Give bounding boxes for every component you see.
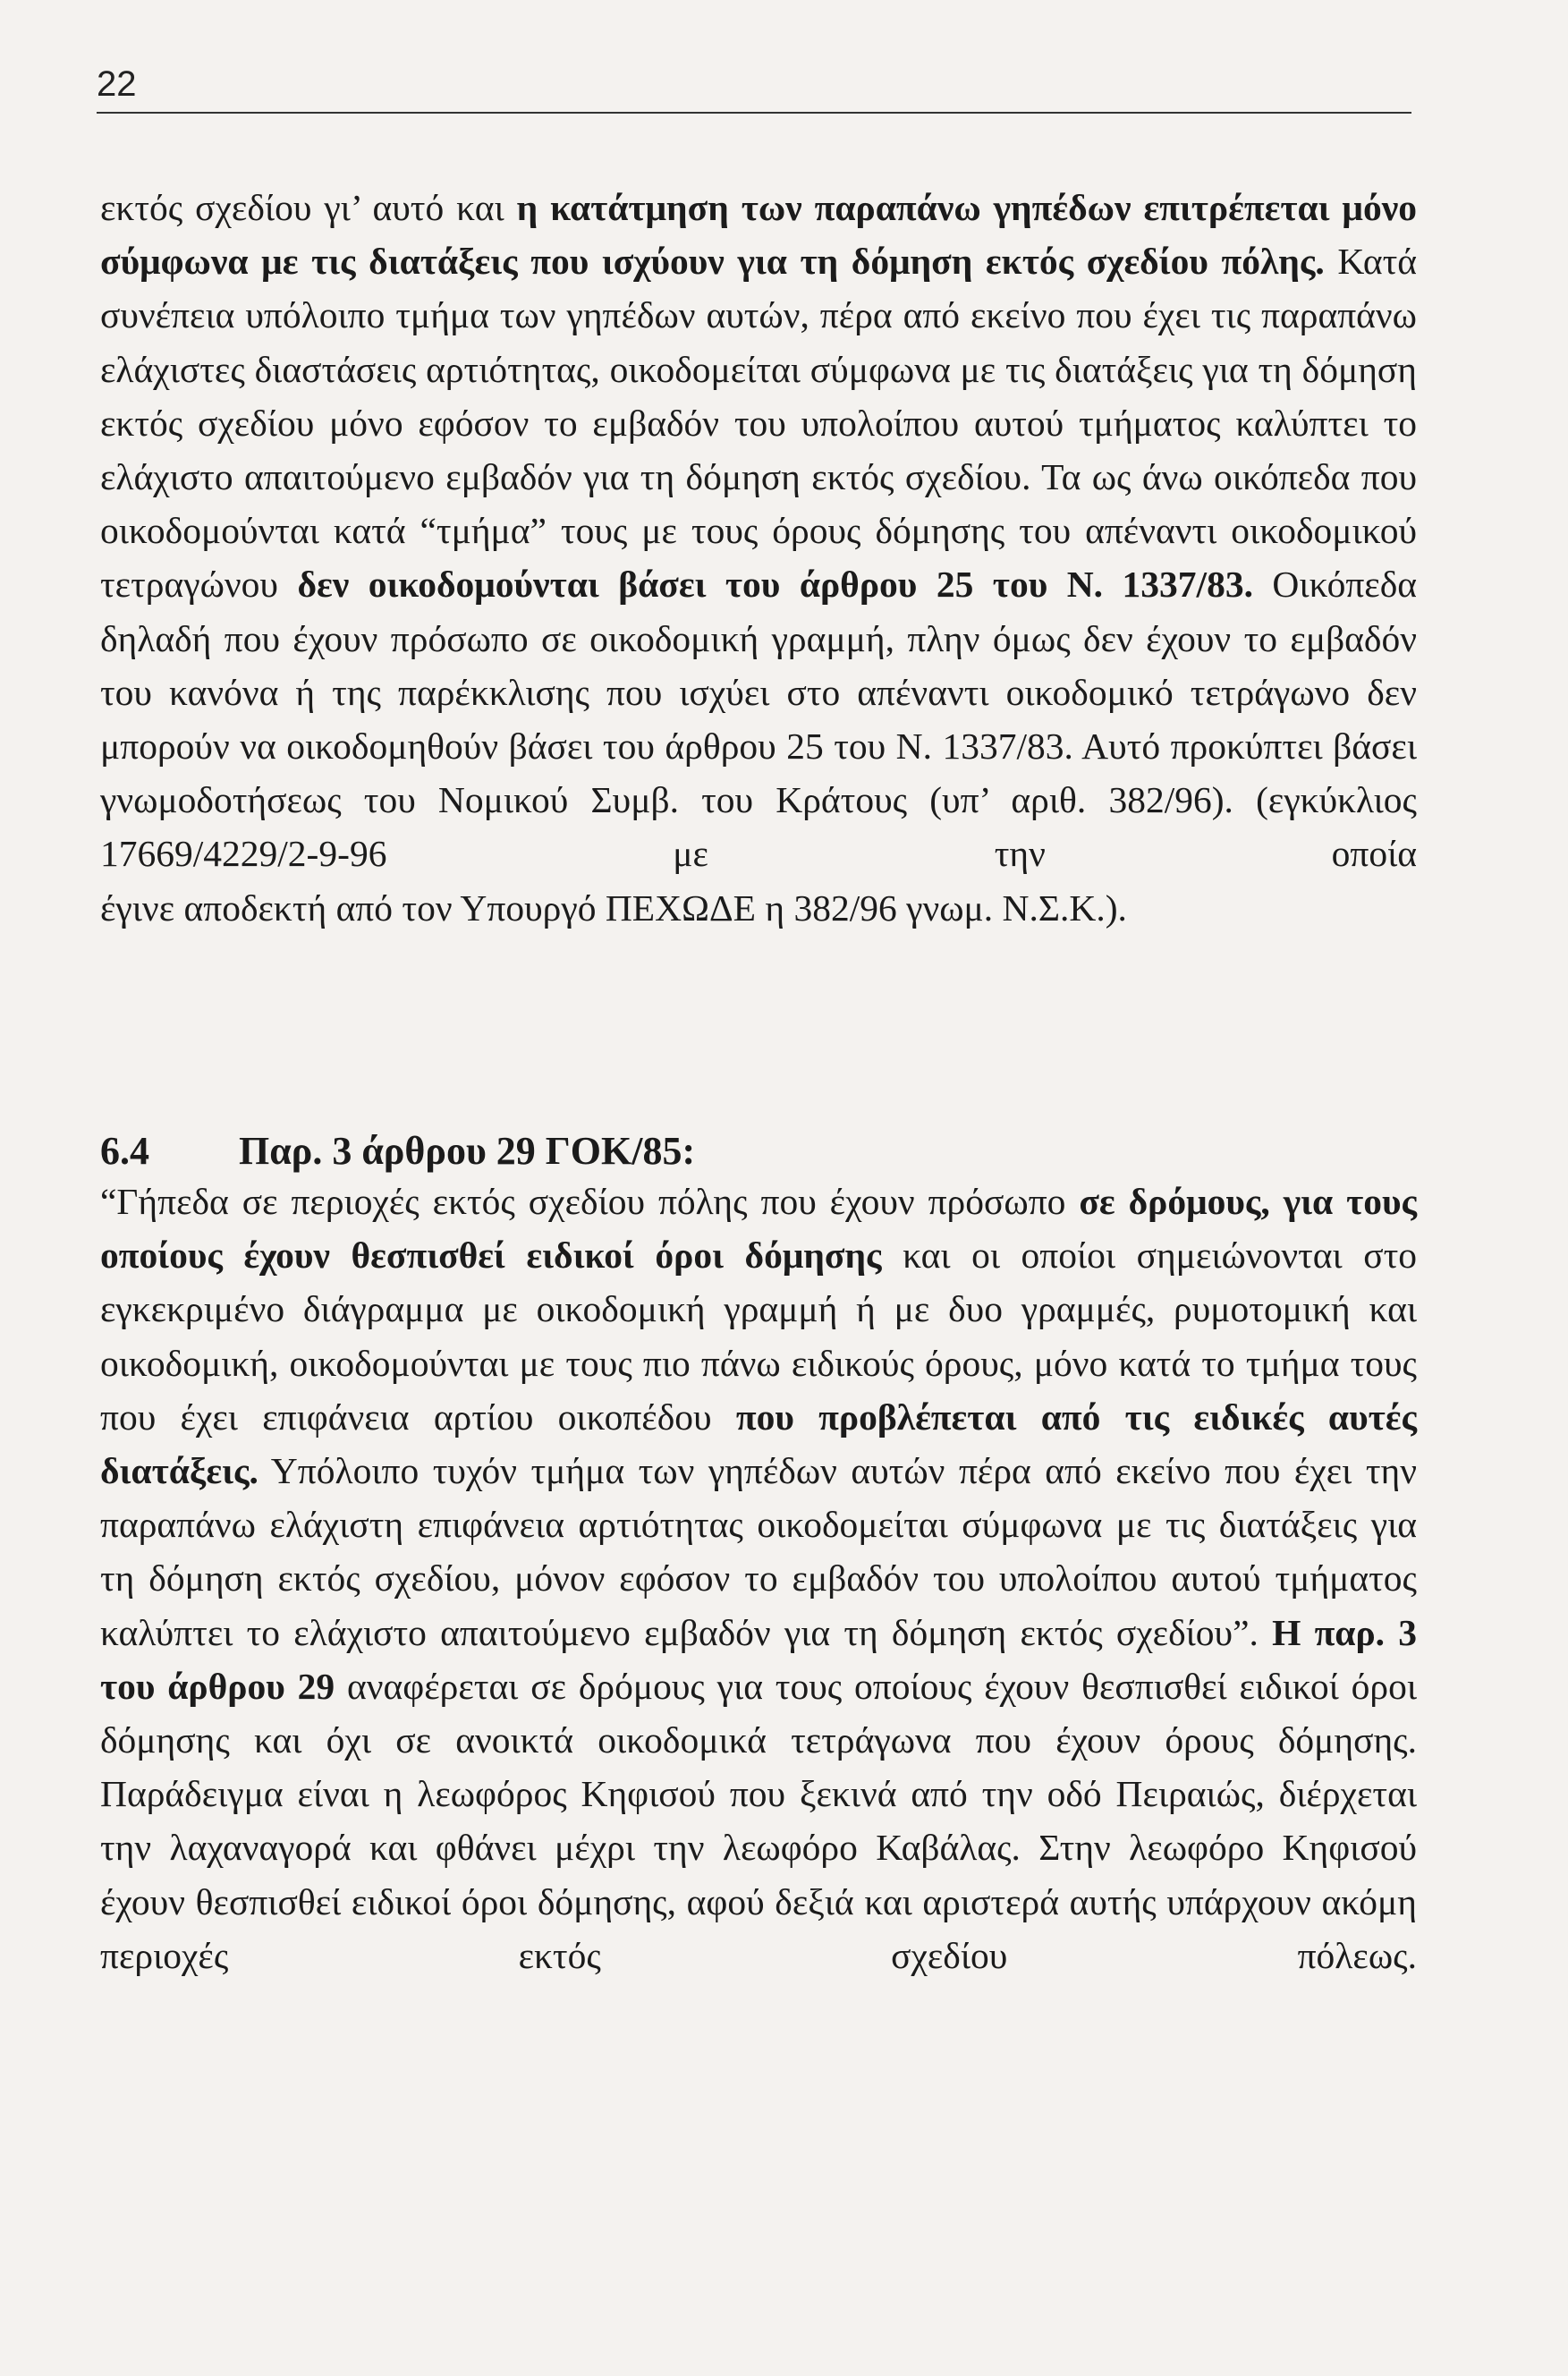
- paragraph-2-bold: σε δρόμους, για τους οποίους έχουν θεσπισθεί ειδικοί όροι δόμησης: [100, 1181, 1418, 1277]
- paragraph-1-bold: η κατάτμηση των παραπάνω γηπέδων επιτρέπεται μόνο σύμφωνα με τις διατάξεις που ισχύουν για τη δόμηση εκτός σχεδίου πόλης.: [100, 187, 1417, 283]
- paragraph-2-text: “Γήπεδα σε περιοχές εκτός σχεδίου πόλης που έχουν πρόσωπο: [100, 1181, 1080, 1222]
- section-heading: [100, 1128, 695, 1175]
- paragraph-2-text: Υπόλοιπο τυχόν τμήμα των γηπέδων αυτών πέρα από εκείνο που έχει την παραπάνω ελάχιστη επιφάνεια αρτιότητας οικοδομείται σύμφωνα με τις διατάξεις για τη δόμηση εκτός σχεδίου, μόνον εφόσον το εμβαδόν του υπολοίπου αυτού τμήματος καλύπτει το ελάχιστο απαιτούμενο εμβαδόν για τη δόμηση εκτός σχεδίου”.: [100, 1450, 1417, 1653]
- paragraph-1-last-line: έγινε αποδεκτή από τον Υπουργό ΠΕΧΩΔΕ η 382/96 γνωμ. Ν.Σ.Κ.).: [100, 887, 1127, 929]
- paragraph-1-text: εκτός σχεδίου γι’ αυτό και: [100, 187, 517, 228]
- paragraph-2: [100, 1175, 1417, 1982]
- paragraph-2-text: και οι οποίοι σημειώνονται στο εγκεκριμένο διάγραμμα με οικοδομική γραμμή ή με δυο γραμμές, ρυμοτομική και οικοδομική, οικοδομούνται με τους πιο πάνω ειδικούς όρους, μόνο κατά το τμήμα τους που έχει επιφάνεια αρτίου οικοπέδου: [100, 1235, 1417, 1438]
- paragraph-2-text: αναφέρεται σε δρόμους για τους οποίους έχουν θεσπισθεί ειδικοί όροι δόμησης και όχι σε ανοικτά οικοδομικά τετράγωνα που έχουν όρους δόμησης. Παράδειγμα είναι η λεωφόρος Κηφισού που ξεκινά από την οδό Πειραιώς, διέρχεται την λαχαναγορά και φθάνει μέχρι την λεωφόρο Καβάλας. Στην λεωφόρο Κηφισού έχουν θεσπισθεί ειδικοί όροι δόμησης, αφού δεξιά και αριστερά αυτής υπάρχουν ακόμη περιοχές εκτός σχεδίου πόλεως.: [100, 1665, 1418, 1976]
- section-number: 6.4: [100, 1129, 149, 1173]
- paragraph-1-bold: δεν οικοδομούνται βάσει του άρθρου 25 του Ν. 1337/83.: [297, 564, 1253, 606]
- paragraph-1-text: Οικόπεδα δηλαδή που έχουν πρόσωπο σε οικοδομική γραμμή, πλην όμως δεν έχουν το εμβαδόν του κανόνα ή της παρέκκλισης που ισχύει στο απέναντι οικοδομικό τετράγωνο δεν μπορούν να οικοδομηθούν βάσει του άρθρου 25 του Ν. 1337/83. Αυτό προκύπτει βάσει γνωμοδοτήσεως του Νομικού Συμβ. του Κράτους (υπ’ αριθ. 382/96). (εγκύκλιος 17669/4229/2-9-96 με την οποία: [100, 564, 1417, 875]
- paragraph-2-bold: Η παρ. 3 του άρθρου 29: [100, 1611, 1418, 1707]
- section-title: Παρ. 3 άρθρου 29 ΓΟΚ/85:: [239, 1129, 696, 1173]
- paragraph-2-bold: που προβλέπεται από τις ειδικές αυτές διατάξεις.: [100, 1396, 1417, 1492]
- header-rule: [97, 112, 1411, 114]
- paragraph-1-text: Κατά συνέπεια υπόλοιπο τμήμα των γηπέδων αυτών, πέρα από εκείνο που έχει τις παραπάνω ελάχιστες διαστάσεις αρτιότητας, οικοδομείται σύμφωνα με τις διατάξεις για τη δόμηση εκτός σχεδίου μόνο εφόσον το εμβαδόν του υπολοίπου αυτού τμήματος καλύπτει το ελάχιστο απαιτούμενο εμβαδόν για τη δόμηση εκτός σχεδίου. Τα ως άνω οικόπεδα που οικοδομούνται κατά “τμήμα” τους με τους όρους δόμησης του απέναντι οικοδομικού τετραγώνου: [100, 241, 1417, 606]
- paragraph-1: [100, 181, 1417, 935]
- page-number: 22: [97, 64, 137, 104]
